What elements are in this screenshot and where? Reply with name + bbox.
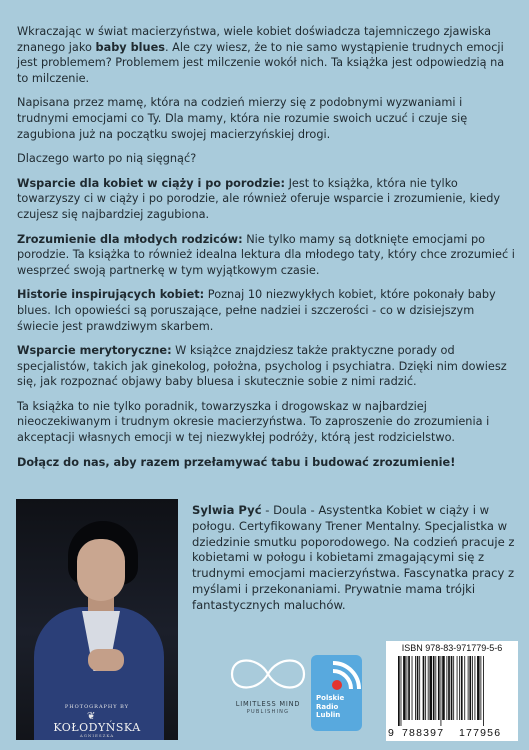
intro-paragraph-1: Wkraczając w świat macierzyństwa, wiele kobiet doświadcza tajemniczego zjawiska znanego jako baby blues. Ale czy wiesz, że to nie samo wystąpienie trudnych emocji jest problemem? Problemem jest milczenie wokół nich. Ta książka jest odpowiedzią na to milczenie. (17, 25, 505, 85)
radio-logo-line: Lublin (316, 711, 341, 719)
barcode-bar (448, 656, 450, 720)
section-heading: Historie inspirujących kobiet: (17, 288, 205, 302)
section-support: Wsparcie dla kobiet w ciąży i po porodzie: Jest to książka, która nie tylko towarzyszy ci w ciąży i po porodzie, ale również oferuje wsparcie i zrozumienie, kiedy czujesz się najbardziej zagubiona. (17, 176, 501, 221)
author-bio: Sylwia Pyć - Doula - Asystentka Kobiet w ciąży i w połogu. Certyfikowany Trener Mentalny. Specjalistka w dziedzinie smutku poporodowego. Na codzień pracuje z kobietami w połogu i kobietami zmagającymi się z trudnymi emocjami macierzyństwa. Fascynatka pracy z myślami i przekonaniami. Prywatnie mama trójki fantastycznych maluchów. (192, 503, 515, 612)
photo-credit-label: PHOTOGRAPHY BY (64, 704, 130, 710)
barcode-bar (428, 656, 429, 720)
barcode (396, 656, 512, 726)
barcode-digits-left: 788397 (402, 727, 445, 739)
infinity-icon (218, 648, 318, 700)
section-parents: Zrozumienie dla młodych rodziców: Nie tylko mamy są dotknięte emocjami po porodzie. Ta książka to również idealna lektura dla młodego taty, który chce zrozumieć i wesprzeć swoją partnerkę w tym wyjątkowym czasie. (17, 232, 515, 277)
barcode-bar (459, 656, 460, 720)
barcode-bar (429, 656, 432, 720)
barcode-bar (441, 656, 442, 726)
section-expert: Wsparcie merytoryczne: W książce znajdziesz także praktyczne porady od specjalistów, takich jak ginekolog, położna, psycholog i psychiatra. Dzięki nim dowiesz się, jak rozpoznać objawy baby bluesa i skutecznie sobie z nimi radzić. (17, 344, 507, 389)
radio-logo (311, 655, 362, 731)
publisher-name: LIMITLESS MIND (235, 700, 301, 708)
barcode-bar (407, 656, 408, 720)
publisher-logo (218, 648, 318, 728)
photo-credit-name: KOŁODYŃSKA (53, 721, 141, 734)
section-heading: Wsparcie merytoryczne: (17, 344, 172, 358)
description-text (17, 24, 517, 479)
barcode-bar (480, 656, 481, 720)
barcode-bar (457, 656, 458, 720)
barcode-bar (412, 656, 413, 720)
barcode-bar (453, 656, 454, 720)
barcode-bar (433, 656, 435, 720)
barcode-bar (468, 656, 469, 720)
barcode-bar (415, 656, 416, 720)
baby-blues-term: baby blues (95, 40, 165, 54)
barcode-bar (438, 656, 440, 720)
barcode-bar (425, 656, 426, 720)
butterfly-icon: ❦ (87, 711, 96, 722)
radio-wave-icon (311, 655, 362, 695)
barcode-bar (475, 656, 476, 720)
intro-paragraph-2: Napisana przez mamę, która na codzień mierzy się z podobnymi wyzwaniami i trudnymi emocjami co Ty. Dla mamy, która nie rozumie swoich uczuć i czuje się zagubiona już na początku swojej macierzyńskiej drogi. (17, 96, 468, 141)
barcode-bar (417, 656, 419, 720)
isbn-label: ISBN 978-83-971779-5-6 (401, 643, 503, 653)
section-heading: Wsparcie dla kobiet w ciąży i po porodzie: (17, 176, 285, 190)
barcode-digit-first: 9 (388, 727, 394, 739)
intro-question: Dlaczego warto po nią sięgnąć? (17, 152, 197, 166)
barcode-bar (423, 656, 425, 720)
barcode-bar (469, 656, 471, 720)
barcode-bar (419, 656, 420, 720)
radio-logo-line: Radio (316, 702, 339, 711)
section-heading: Zrozumienie dla młodych rodziców: (17, 232, 243, 246)
barcode-bar (408, 656, 410, 720)
barcode-bar (472, 656, 473, 720)
author-photo (16, 499, 178, 740)
barcode-bar (446, 656, 447, 720)
call-to-action: Dołącz do nas, aby razem przełamywać tabu i budować zrozumienie! (17, 455, 456, 469)
author-name: Sylwia Pyć (192, 503, 262, 517)
barcode-bar (461, 656, 463, 720)
barcode-bar (477, 656, 480, 720)
publisher-sub: PUBLISHING (246, 709, 290, 715)
barcode-bar (401, 656, 402, 726)
radio-logo-line: Polskie (316, 694, 345, 702)
barcode-bar (403, 656, 406, 720)
section-stories: Historie inspirujących kobiet: Poznaj 10 niezwykłych kobiet, które pokonały baby blues. Ich opowieści są poruszające, pełne nadziei i szczerości - co w dzisiejszym świecie jest prawdziwym skarbem. (17, 288, 496, 333)
isbn-barcode-box (386, 641, 518, 741)
barcode-bar (398, 656, 400, 726)
barcode-bar (483, 656, 484, 726)
barcode-bar (464, 656, 465, 720)
barcode-digits-right: 177956 (459, 727, 502, 739)
barcode-bar (451, 656, 453, 720)
barcode-bar (435, 656, 436, 720)
closing-paragraph: Ta książka to nie tylko poradnik, towarzyszka i drogowskaz w najbardziej nieoczekiwanym i trudnym okresie macierzyństwa. To zaproszenie do zrozumienia i akceptacji własnych emocji w tej niezwykłej podróży, którą jest rodzicielstwo. (17, 399, 490, 445)
barcode-bar (442, 656, 445, 720)
photo-credit-firstname: AGNIESZKA (79, 733, 115, 738)
